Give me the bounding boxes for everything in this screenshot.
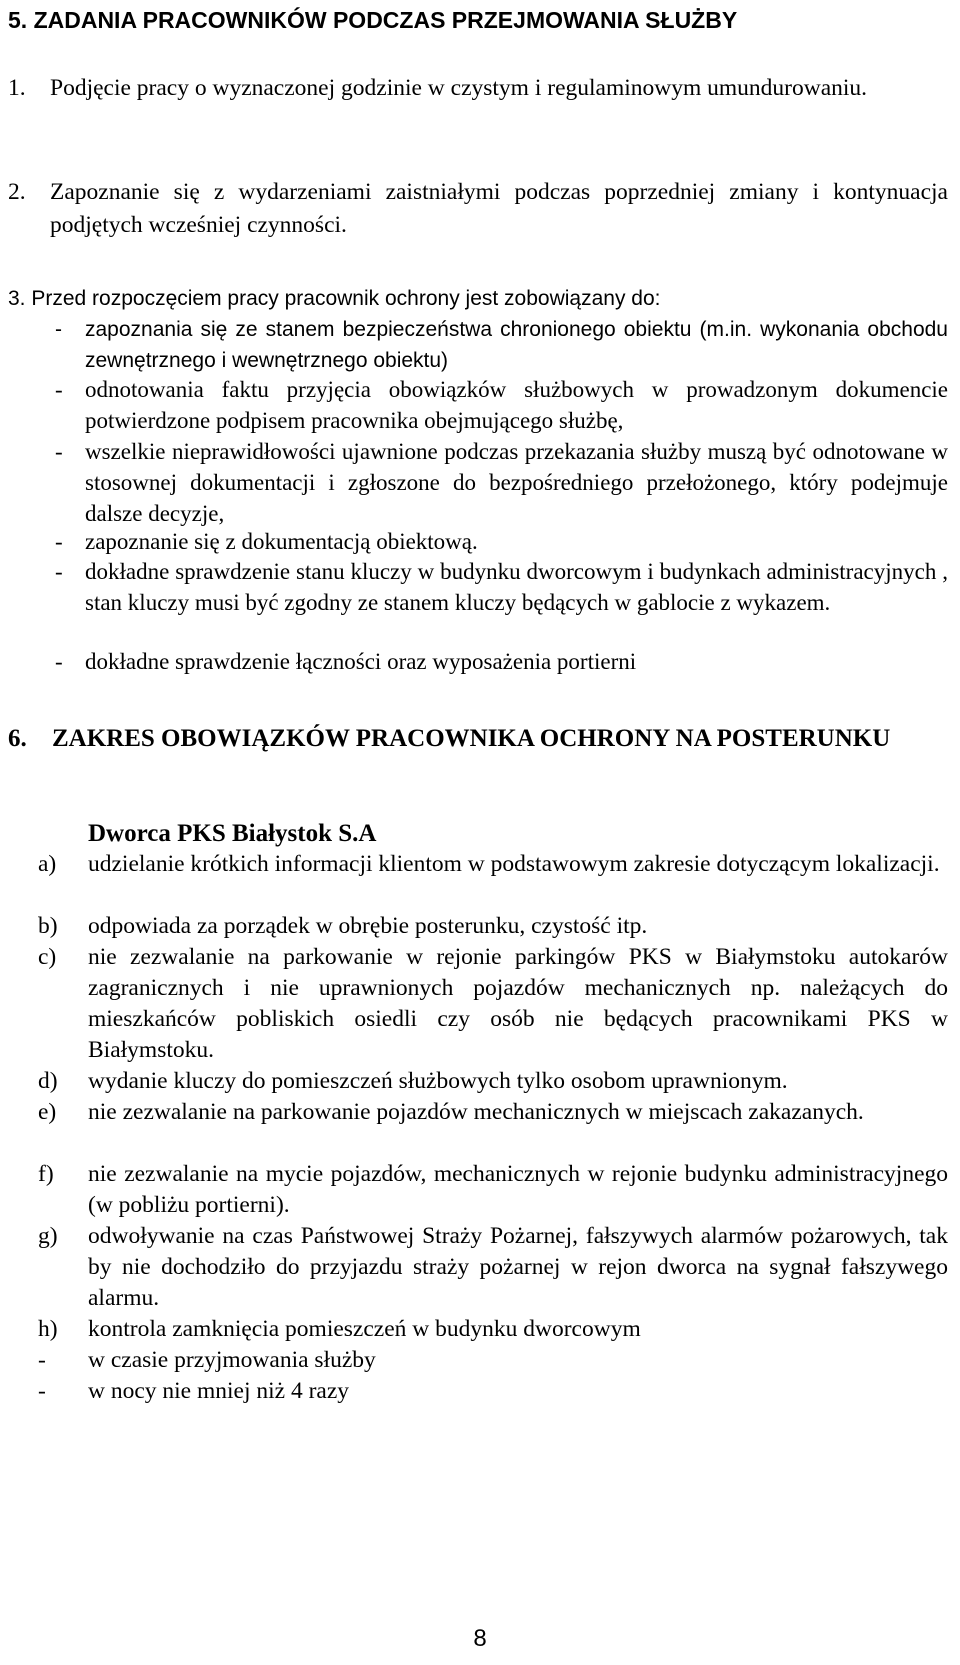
dash-item (55, 436, 948, 529)
dash-text: dokładne sprawdzenie łączności oraz wyposażenia portierni (85, 649, 637, 674)
item-label: e) (38, 1099, 57, 1125)
list-item (38, 1159, 948, 1221)
item-label: b) (38, 913, 58, 939)
item-text: nie zezwalanie na parkowanie pojazdów mechanicznych w miejscach zakazanych. (88, 1099, 864, 1125)
dash-text: zapoznanie się z dokumentacją obiektową. (85, 529, 478, 554)
item-number: 2. (8, 179, 26, 205)
list-item (38, 911, 948, 942)
item-label: - (38, 1347, 46, 1373)
list-item (8, 282, 948, 315)
item-label: d) (38, 1068, 58, 1094)
dash-text: dokładne sprawdzenie stanu kluczy w budynku dworcowym i budynkach administracyjnych , stan kluczy musi być zgodny ze stanem kluczy będących w gablocie z wykazem. (85, 559, 948, 615)
item-text: w czasie przyjmowania służby (88, 1347, 376, 1373)
item-label: a) (38, 851, 57, 877)
page-number: 8 (473, 1625, 487, 1652)
list-item (38, 1314, 948, 1345)
dash-marker: - (55, 318, 62, 341)
item-text: odpowiada za porządek w obrębie posterunku, czystość itp. (88, 913, 648, 939)
dash-item (55, 556, 948, 618)
dash-text: wszelkie nieprawidłowości ujawnione podczas przekazania służby muszą być odnotowane w stosownej dokumentacji i zgłoszone do bezpośredniego przełożonego, który podejmuje dalsze decyzje, (85, 439, 948, 526)
list-item (8, 176, 948, 242)
item-text: wydanie kluczy do pomieszczeń służbowych tylko osobom uprawnionym. (88, 1068, 788, 1094)
section-6-subheading: Dworca PKS Białystok S.A (88, 820, 377, 847)
item-label: g) (38, 1223, 58, 1249)
item-text: nie zezwalanie na mycie pojazdów, mechanicznych w rejonie budynku administracyjnego (w pobliżu portierni). (88, 1161, 948, 1218)
section-5-heading: 5. ZADANIA PRACOWNIKÓW PODCZAS PRZEJMOWANIA SŁUŻBY (8, 7, 738, 33)
dash-marker: - (55, 529, 63, 554)
list-item (38, 1066, 948, 1097)
list-item (38, 849, 948, 880)
item-text: odwoływanie na czas Państwowej Straży Pożarnej, fałszywych alarmów pożarowych, tak by nie dochodziło do przyjazdu straży pożarnej w rejon dworca na sygnał fałszywego alarmu. (88, 1223, 948, 1311)
list-item (38, 1345, 948, 1376)
list-item (38, 1376, 948, 1407)
item-label: h) (38, 1316, 58, 1342)
dash-marker: - (55, 439, 63, 464)
dash-text: zapoznania się ze stanem bezpieczeństwa chronionego obiektu (m.in. wykonania obchodu zewnętrznego i wewnętrznego obiektu) (85, 318, 948, 372)
item-3-lead: 3. Przed rozpoczęciem pracy pracownik ochrony jest zobowiązany do: (8, 287, 661, 310)
dash-marker: - (55, 649, 63, 674)
item-text: udzielanie krótkich informacji klientom w podstawowym zakresie dotyczącym lokalizacji. (88, 851, 940, 877)
dash-marker: - (55, 559, 63, 584)
section-6-title: ZAKRES OBOWIĄZKÓW PRACOWNIKA OCHRONY NA POSTERUNKU (52, 725, 891, 752)
dash-text: odnotowania faktu przyjęcia obowiązków służbowych w prowadzonym dokumencie potwierdzone podpisem pracownika obejmującego służbę, (85, 377, 948, 433)
item-text: kontrola zamknięcia pomieszczeń w budynku dworcowym (88, 1316, 641, 1342)
list-item (38, 1221, 948, 1314)
item-text: w nocy nie mniej niż 4 razy (88, 1378, 350, 1404)
list-item (38, 1097, 948, 1128)
section-number: 6. (8, 725, 27, 752)
dash-item (55, 374, 948, 436)
item-number: 1. (8, 75, 26, 101)
item-label: - (38, 1378, 46, 1404)
item-text: nie zezwalanie na parkowanie w rejonie parkingów PKS w Białymstoku autokarów zagranicznych i nie uprawnionych pojazdów mechanicznych np. należących do mieszkańców pobliskich osiedli czy osób nie będących pracownikami PKS w Białymstoku. (88, 944, 948, 1063)
dash-item (55, 314, 948, 376)
item-text: Zapoznanie się z wydarzeniami zaistniałymi podczas poprzedniej zmiany i kontynuacja podjętych wcześniej czynności. (50, 179, 948, 238)
section-6-heading (8, 722, 948, 755)
item-text: Podjęcie pracy o wyznaczonej godzinie w czystym i regulaminowym umundurowaniu. (50, 75, 868, 101)
item-label: f) (38, 1161, 54, 1187)
list-item (38, 942, 948, 1066)
dash-marker: - (55, 377, 63, 402)
dash-item (55, 646, 948, 677)
dash-item (55, 526, 948, 557)
list-item (8, 72, 948, 105)
item-label: c) (38, 944, 57, 970)
